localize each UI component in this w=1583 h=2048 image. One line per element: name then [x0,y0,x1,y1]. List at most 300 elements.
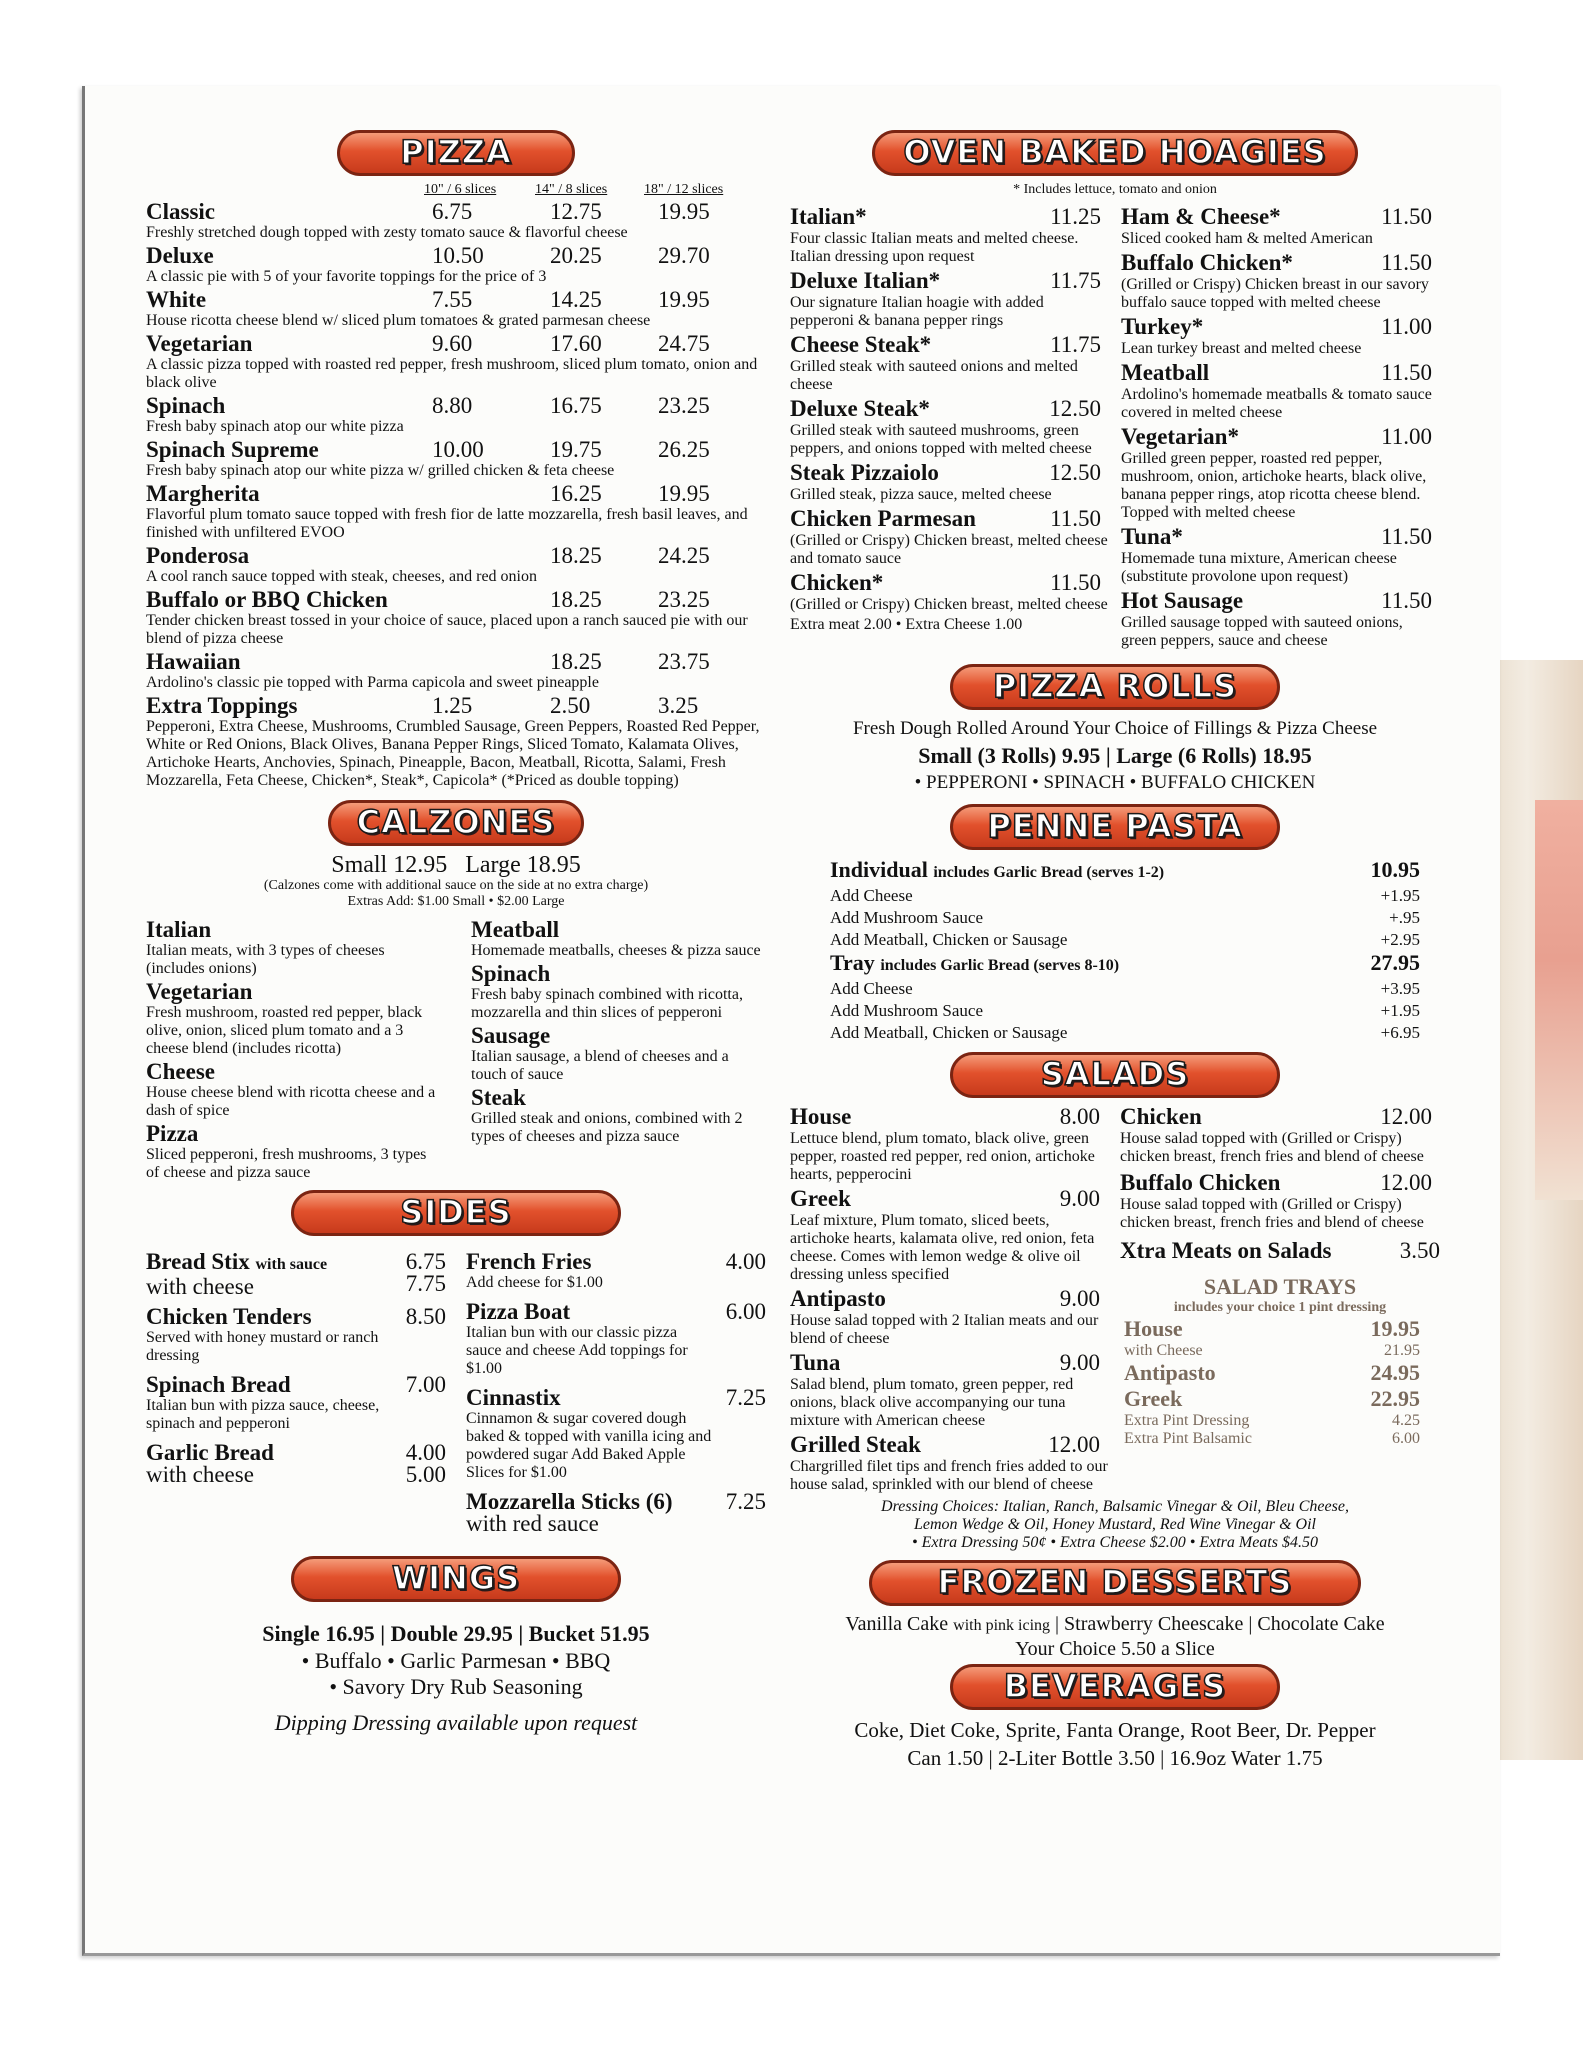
hoagie-price: 11.00 [1381,424,1432,449]
calzone-item [146,1060,441,1120]
pizza-name: Ponderosa [146,543,250,568]
tray-row [1124,1386,1420,1412]
hoagie-name: Buffalo Chicken* [1121,250,1293,275]
side-name-text: Chicken Tenders [146,1304,312,1329]
penne-label-text: Add Cheese [830,886,913,905]
penne-label [830,858,1164,885]
side-item [466,1250,766,1292]
hoagie-desc: Sliced cooked ham & melted American [1121,230,1373,247]
wings-dip: Dipping Dressing available upon request [274,1710,638,1735]
side-name-text: French Fries [466,1249,592,1274]
tray-row [1124,1412,1420,1430]
frozen-line2: Your Choice 5.50 a Slice [1015,1638,1215,1660]
rolls-line1: Fresh Dough Rolled Around Your Choice of Fillings & Pizza Cheese [852,718,1378,739]
hoagie-price: 11.50 [1050,570,1101,595]
salads-banner: SALADS [950,1052,1280,1098]
hoagie-name: Chicken Parmesan [790,506,976,531]
calzone-desc: Sliced pepperoni, fresh mushrooms, 3 types of cheese and pizza sauce [146,1146,427,1181]
pizza-banner: PIZZA [337,130,575,176]
calzone-desc: Homemade meatballs, cheeses & pizza sauce [471,942,761,959]
side-price: 7.25 [725,1489,766,1514]
pizza-item [146,588,766,648]
frozen-others: | Strawberry Cheescake | Chocolate Cake [1055,1613,1385,1635]
pizza-name: Spinach [146,393,226,418]
size-18: 18" / 12 slices [644,182,724,197]
hoagie-item [790,460,1109,504]
hoagies-extra: Extra meat 2.00 • Extra Cheese 1.00 [790,616,1023,633]
side-price: 7.00 [405,1372,446,1397]
wings-banner: WINGS [291,1556,621,1602]
rolls-line2: Small (3 Rolls) 9.95 | Large (6 Rolls) 18.95 [918,743,1312,768]
hoagie-item [1121,314,1440,358]
hoagie-item [790,268,1109,330]
hoagie-name: Steak Pizzaiolo [790,460,939,485]
tray-name: Extra Pint Balsamic [1124,1430,1252,1447]
penne-banner: PENNE PASTA [950,804,1280,850]
pizza-price-2: 18.25 [550,649,602,674]
tray-price: 22.95 [1370,1386,1420,1411]
side-name [466,1300,716,1324]
calzone-large: Large 18.95 [465,852,581,878]
pizza-name: Spinach Supreme [146,437,319,462]
calzones-banner: CALZONES [328,800,584,846]
calzone-name: Cheese [146,1059,215,1084]
calzone-desc: House cheese blend with ricotta cheese and a dash of spice [146,1084,436,1119]
hoagie-name: Meatball [1121,360,1210,385]
calzone-name: Spinach [471,961,551,986]
pizza-rolls-banner: PIZZA ROLLS [950,664,1280,710]
salads-right [1120,1104,1440,1496]
side-name-text: Mozzarella Sticks (6) [466,1489,673,1514]
hoagie-desc: (Grilled or Crispy) Chicken breast, melted cheese [790,596,1108,613]
pizza-name: Classic [146,199,215,224]
calzone-item [471,1024,766,1084]
calzone-name: Sausage [471,1023,551,1048]
hoagie-row [1121,314,1440,340]
calzone-item [471,1086,766,1146]
salad-item [790,1350,1108,1430]
sides-grid [146,1250,766,1542]
hoagie-desc: Ardolino's homemade meatballs & tomato sauce covered in melted cheese [1121,386,1432,421]
pizza-price-3: 19.95 [658,481,710,506]
side-name2: with cheese [146,1274,254,1299]
penne-row [830,929,1420,951]
salad-desc: House salad topped with 2 Italian meats and our blend of cheese [790,1312,1099,1347]
side-price: 8.50 [405,1304,446,1329]
side-name-text: Cinnastix [466,1385,561,1410]
salad-name: Antipasto [790,1286,886,1311]
salad-item [790,1286,1108,1348]
salad-name: Greek [790,1186,851,1211]
pizza-name: Hawaiian [146,649,241,674]
hoagie-item [790,204,1109,266]
hoagie-desc: Grilled steak with sauteed mushrooms, green peppers, and onions topped with melted cheese [790,422,1092,457]
pizza-desc: A classic pizza topped with roasted red pepper, fresh mushroom, sliced plum tomato, onion and black olive [146,356,758,391]
pizza-price-2: 14.25 [550,287,602,312]
pizza-name: Buffalo or BBQ Chicken [146,587,388,612]
penne-price: +1.95 [1380,886,1420,905]
salad-name: House [790,1104,852,1129]
tray-name: House [1124,1316,1183,1341]
hoagie-price: 11.00 [1381,314,1432,339]
calzone-note: (Calzones come with additional sauce on the side at no extra charge) [263,878,649,893]
penne-label-text: Add Meatball, Chicken or Sausage [830,1023,1068,1042]
side-desc: Italian bun with our classic pizza sauce and cheese Add toppings for $1.00 [466,1324,688,1377]
salad-trays-list [1124,1316,1420,1448]
hoagie-desc: Grilled sausage topped with sauteed onions, green peppers, sauce and cheese [1121,614,1403,649]
hoagie-row [1121,524,1440,550]
tray-row [1124,1360,1420,1386]
tray-price: 24.95 [1370,1360,1420,1385]
side-name2: with red sauce [466,1511,599,1536]
side-note: with sauce [255,1256,328,1273]
salad-price: 9.00 [1059,1186,1100,1211]
penne-price: +6.95 [1380,1023,1420,1042]
hoagie-desc: Lean turkey breast and melted cheese [1121,340,1362,357]
pizza-list [146,200,766,790]
calzone-name: Meatball [471,917,560,942]
salad-item [1120,1104,1440,1166]
pizza-price-1: 6.75 [432,199,473,224]
tray-row [1124,1316,1420,1342]
wings-prices: Single 16.95 | Double 29.95 | Bucket 51.95 [262,1621,650,1646]
calzone-desc: Fresh baby spinach combined with ricotta, mozzarella and thin slices of pepperoni [471,986,743,1021]
hoagie-desc: (Grilled or Crispy) Chicken breast, melted cheese and tomato sauce [790,532,1108,567]
frozen-vanilla-note: with pink icing [953,1617,1051,1634]
side-name [146,1373,396,1397]
tray-price: 19.95 [1370,1316,1420,1341]
tray-price: 6.00 [1392,1430,1420,1447]
penne-label [830,1022,1067,1044]
pizza-item [146,650,766,692]
pizza-price-3: 23.25 [658,587,710,612]
pizza-price-3: 19.95 [658,199,710,224]
penne-price: +3.95 [1380,979,1420,998]
hoagie-row [790,506,1109,532]
hoagie-desc: Our signature Italian hoagie with added pepperoni & banana pepper rings [790,294,1044,329]
hoagie-row [1121,250,1440,276]
pizza-item [146,694,766,790]
frozen-banner: FROZEN DESSERTS [869,1560,1361,1606]
hoagie-row [790,204,1109,230]
hoagie-item [1121,424,1440,522]
hoagie-row [1121,204,1440,230]
pizza-desc: House ricotta cheese blend w/ sliced plum tomatoes & grated parmesan cheese [146,312,651,329]
hoagie-price: 11.50 [1381,250,1432,275]
hoagie-item [1121,250,1440,312]
penne-row [830,951,1420,978]
penne-price: +2.95 [1380,930,1420,949]
hoagie-price: 12.50 [1049,460,1101,485]
calzone-item [471,962,766,1022]
calzone-name: Pizza [146,1121,199,1146]
hoagie-price: 11.50 [1381,360,1432,385]
penne-label [830,951,1119,978]
hoagie-price: 11.50 [1050,506,1101,531]
side-name-text: Bread Stix [146,1249,250,1274]
side-item [146,1250,446,1297]
pizza-price-1: 8.80 [432,393,473,418]
pizza-price-1: 10.00 [432,437,484,462]
pizza-price-3: 19.95 [658,287,710,312]
pizza-item [146,200,766,242]
calzone-small: Small 12.95 [331,852,448,878]
side-name [146,1250,396,1277]
tray-row [1124,1342,1420,1360]
salad-desc: House salad topped with (Grilled or Crispy) chicken breast, french fries and blend of cheese [1120,1130,1424,1165]
pizza-desc: Ardolino's classic pie topped with Parma capicola and sweet pineapple [146,674,599,691]
salad-desc: Salad blend, plum tomato, green pepper, red onions, black olive accompanying our tuna mixture with American cheese [790,1376,1074,1429]
side-name2: with cheese [146,1462,254,1487]
tray-row [1124,1430,1420,1448]
pizza-item [146,438,766,480]
pizza-price-2: 18.25 [550,587,602,612]
pizza-price-2: 2.50 [550,693,591,718]
sides-right [466,1250,766,1542]
penne-label [830,978,913,1000]
salad-desc: Lettuce blend, plum tomato, black olive, green pepper, roasted red pepper, red onion, artichoke hearts, pepperocini [790,1130,1095,1183]
hoagie-name: Vegetarian* [1121,424,1239,449]
dressing-choices [790,1498,1440,1552]
pizza-price-1: 9.60 [432,331,473,356]
penne-label [830,1000,983,1022]
side-item [466,1490,766,1534]
pizza-price-2: 19.75 [550,437,602,462]
pizza-price-3: 3.25 [658,693,699,718]
pizza-item [146,482,766,542]
pizza-name: Extra Toppings [146,693,298,718]
hoagie-name: Tuna* [1121,524,1183,549]
hoagie-name: Deluxe Steak* [790,396,930,421]
side-price2: 5.00 [405,1462,446,1487]
side-price: 6.75 [405,1249,446,1274]
pizza-name: Deluxe [146,243,214,268]
salad-desc: House salad topped with (Grilled or Crispy) chicken breast, french fries and blend of cheese [1120,1196,1424,1231]
pizza-price-2: 16.25 [550,481,602,506]
hoagies-note: * Includes lettuce, tomato and onion [1013,182,1217,197]
penne-note: includes Garlic Bread (serves 8-10) [880,957,1120,974]
tray-price: 21.95 [1384,1342,1420,1359]
penne-row [830,1022,1420,1044]
pizza-desc: Tender chicken breast tossed in your choice of sauce, placed upon a ranch sauced pie with our blend of pizza cheese [146,612,748,647]
sides-left [146,1250,446,1542]
penne-row [830,907,1420,929]
calzone-item [146,1122,441,1182]
side-item [146,1441,446,1485]
pizza-price-1: 7.55 [432,287,473,312]
pizza-desc: A cool ranch sauce topped with steak, cheeses, and red onion [146,568,537,585]
pizza-price-1: 10.50 [432,243,484,268]
calzone-item [471,918,766,960]
penne-note: includes Garlic Bread (serves 1-2) [933,864,1165,881]
hoagie-item [790,332,1109,394]
side-desc: Italian bun with pizza sauce, cheese, spinach and pepperoni [146,1397,380,1432]
hoagie-price: 11.75 [1050,268,1101,293]
salads-grid [790,1104,1440,1496]
salad-price: 8.00 [1059,1104,1100,1129]
salad-row [790,1186,1108,1212]
left-column [146,130,766,1736]
side-name [146,1305,396,1329]
pizza-desc: Pepperoni, Extra Cheese, Mushrooms, Crumbled Sausage, Green Peppers, Roasted Red Pepper, White or Red Onions, Black Olives, Banana Pepper Rings, Sliced Tomato, Kalamata Olives, Artichoke Hearts, Anchovies, Spinach, Pineapple, Bacon, Meatball, Ricotta, Salami, Fresh Mozzarella, Feta Cheese, Chicken*, Steak*, Capicola* (*Priced as double topping) [146,718,760,789]
hoagies-left [790,204,1109,652]
pizza-item [146,332,766,392]
hoagie-desc: Four classic Italian meats and melted cheese. Italian dressing upon request [790,230,1079,265]
pizza-price-3: 23.25 [658,393,710,418]
side-name-text: Pizza Boat [466,1299,571,1324]
sides-banner: SIDES [291,1190,621,1236]
calzone-left [146,918,441,1184]
pizza-name: Margherita [146,481,260,506]
xtra-meats [1120,1238,1440,1264]
hoagie-name: Hot Sausage [1121,588,1244,613]
wings-flavors-2: • Savory Dry Rub Seasoning [329,1674,583,1699]
hoagie-row [1121,360,1440,386]
hoagie-name: Turkey* [1121,314,1204,339]
penne-price: 10.95 [1370,857,1420,882]
side-price: 6.00 [725,1299,766,1324]
calzone-grid [146,918,766,1184]
salad-price: 12.00 [1380,1104,1432,1129]
calzone-desc: Italian sausage, a blend of cheeses and a touch of sauce [471,1048,729,1083]
salad-row [1120,1170,1440,1196]
penne-label-text: Individual [830,857,928,882]
hoagie-name: Ham & Cheese* [1121,204,1281,229]
side-price: 7.25 [725,1385,766,1410]
hoagie-row [790,396,1109,422]
salad-name: Chicken [1120,1104,1202,1129]
beverages-banner: BEVERAGES [950,1664,1280,1710]
pizza-price-3: 26.25 [658,437,710,462]
side-name-text: Garlic Bread [146,1440,274,1465]
pizza-desc: Fresh baby spinach atop our white pizza w/ grilled chicken & feta cheese [146,462,615,479]
wings-flavors-1: • Buffalo • Garlic Parmesan • BBQ [301,1648,611,1673]
pizza-desc: Fresh baby spinach atop our white pizza [146,418,404,435]
hoagie-item [1121,360,1440,422]
penne-label [830,907,983,929]
hoagie-name: Italian* [790,204,867,229]
salad-desc: Leaf mixture, Plum tomato, sliced beets, artichoke hearts, kalamata olive, red onion, feta cheese. Comes with lemon wedge & olive oil dressing unless specified [790,1212,1095,1283]
calzone-item [146,918,441,978]
penne-label-text: Add Mushroom Sauce [830,908,983,927]
size-10: 10" / 6 slices [424,182,497,197]
hoagie-price: 11.75 [1050,332,1101,357]
side-name [466,1386,716,1410]
salad-price: 9.00 [1059,1350,1100,1375]
penne-list [830,858,1420,1044]
side-item [466,1300,766,1378]
side-name-text: Spinach Bread [146,1372,291,1397]
calzone-item [146,980,441,1058]
side-desc: Served with honey mustard or ranch dressing [146,1329,379,1364]
calzone-name: Steak [471,1085,526,1110]
side-price: 4.00 [725,1249,766,1274]
penne-price: +.95 [1389,908,1420,927]
penne-row [830,858,1420,885]
hoagie-item [1121,524,1440,586]
salad-row [790,1432,1108,1458]
hoagie-row [1121,588,1440,614]
hoagie-row [1121,424,1440,450]
salad-item [790,1186,1108,1284]
hoagie-price: 11.50 [1381,588,1432,613]
size-14: 14" / 8 slices [535,182,608,197]
penne-price: 27.95 [1370,950,1420,975]
pizza-price-3: 29.70 [658,243,710,268]
hoagie-item [790,506,1109,568]
salad-price: 12.00 [1380,1170,1432,1195]
salad-name: Tuna [790,1350,841,1375]
pizza-item [146,288,766,330]
dressing-line2: Lemon Wedge & Oil, Honey Mustard, Red Wine Vinegar & Oil [913,1516,1316,1533]
frozen-vanilla: Vanilla Cake [845,1613,949,1635]
penne-label-text: Tray [830,950,875,975]
pizza-name: White [146,287,207,312]
pizza-price-2: 12.75 [550,199,602,224]
salads-left [790,1104,1108,1496]
salad-name: Grilled Steak [790,1432,921,1457]
hoagie-item [790,570,1109,614]
salad-price: 12.00 [1048,1432,1100,1457]
hoagie-item [1121,204,1440,248]
pizza-size-header [146,182,766,200]
pizza-price-1: 1.25 [432,693,473,718]
side-item [466,1386,766,1482]
hoagie-price: 12.50 [1049,396,1101,421]
salads-right-list [1120,1104,1440,1232]
penne-label [830,885,913,907]
penne-row [830,978,1420,1000]
salad-trays-note: includes your choice 1 pint dressing [1173,1300,1387,1315]
calzone-extras: Extras Add: $1.00 Small • $2.00 Large [347,894,565,909]
hoagie-price: 11.25 [1050,204,1101,229]
side-item [146,1305,446,1365]
salad-item [790,1104,1108,1184]
salad-item [1120,1170,1440,1232]
salad-name: Buffalo Chicken [1120,1170,1281,1195]
tray-name: Antipasto [1124,1360,1216,1385]
bev-line1: Coke, Diet Coke, Sprite, Fanta Orange, Root Beer, Dr. Pepper [854,1718,1376,1742]
salad-row [790,1104,1108,1130]
salad-trays-title: SALAD TRAYS [1203,1274,1357,1299]
side-name [466,1250,716,1274]
pizza-price-2: 16.75 [550,393,602,418]
hoagie-row [790,268,1109,294]
right-column [790,130,1440,1772]
pizza-price-2: 17.60 [550,331,602,356]
hoagie-desc: Homemade tuna mixture, American cheese (substitute provolone upon request) [1121,550,1397,585]
salad-row [790,1350,1108,1376]
penne-label [830,929,1067,951]
penne-label-text: Add Cheese [830,979,913,998]
side-item [146,1373,446,1433]
side-desc: Cinnamon & sugar covered dough baked & topped with vanilla icing and powdered sugar Add Baked Apple Slices for $1.00 [466,1410,712,1481]
calzone-name: Vegetarian [146,979,253,1004]
salad-row [790,1286,1108,1312]
tray-price: 4.25 [1392,1412,1420,1429]
bev-line2: Can 1.50 | 2-Liter Bottle 3.50 | 16.9oz Water 1.75 [907,1746,1323,1770]
tray-name: Extra Pint Dressing [1124,1412,1250,1429]
salad-desc: Chargrilled filet tips and french fries added to our house salad, sprinkled with our blend of cheese [790,1458,1108,1493]
pizza-desc: Flavorful plum tomato sauce topped with fresh fior de latte mozzarella, fresh basil leaves, and finished with unfiltered EVOO [146,506,748,541]
penne-label-text: Add Meatball, Chicken or Sausage [830,930,1068,949]
pizza-price-3: 24.25 [658,543,710,568]
pizza-item [146,544,766,586]
hoagie-desc: Grilled steak with sauteed onions and melted cheese [790,358,1078,393]
hoagie-item [790,396,1109,458]
pizza-desc: A classic pie with 5 of your favorite toppings for the price of 3 [146,268,547,285]
calzone-name: Italian [146,917,212,942]
